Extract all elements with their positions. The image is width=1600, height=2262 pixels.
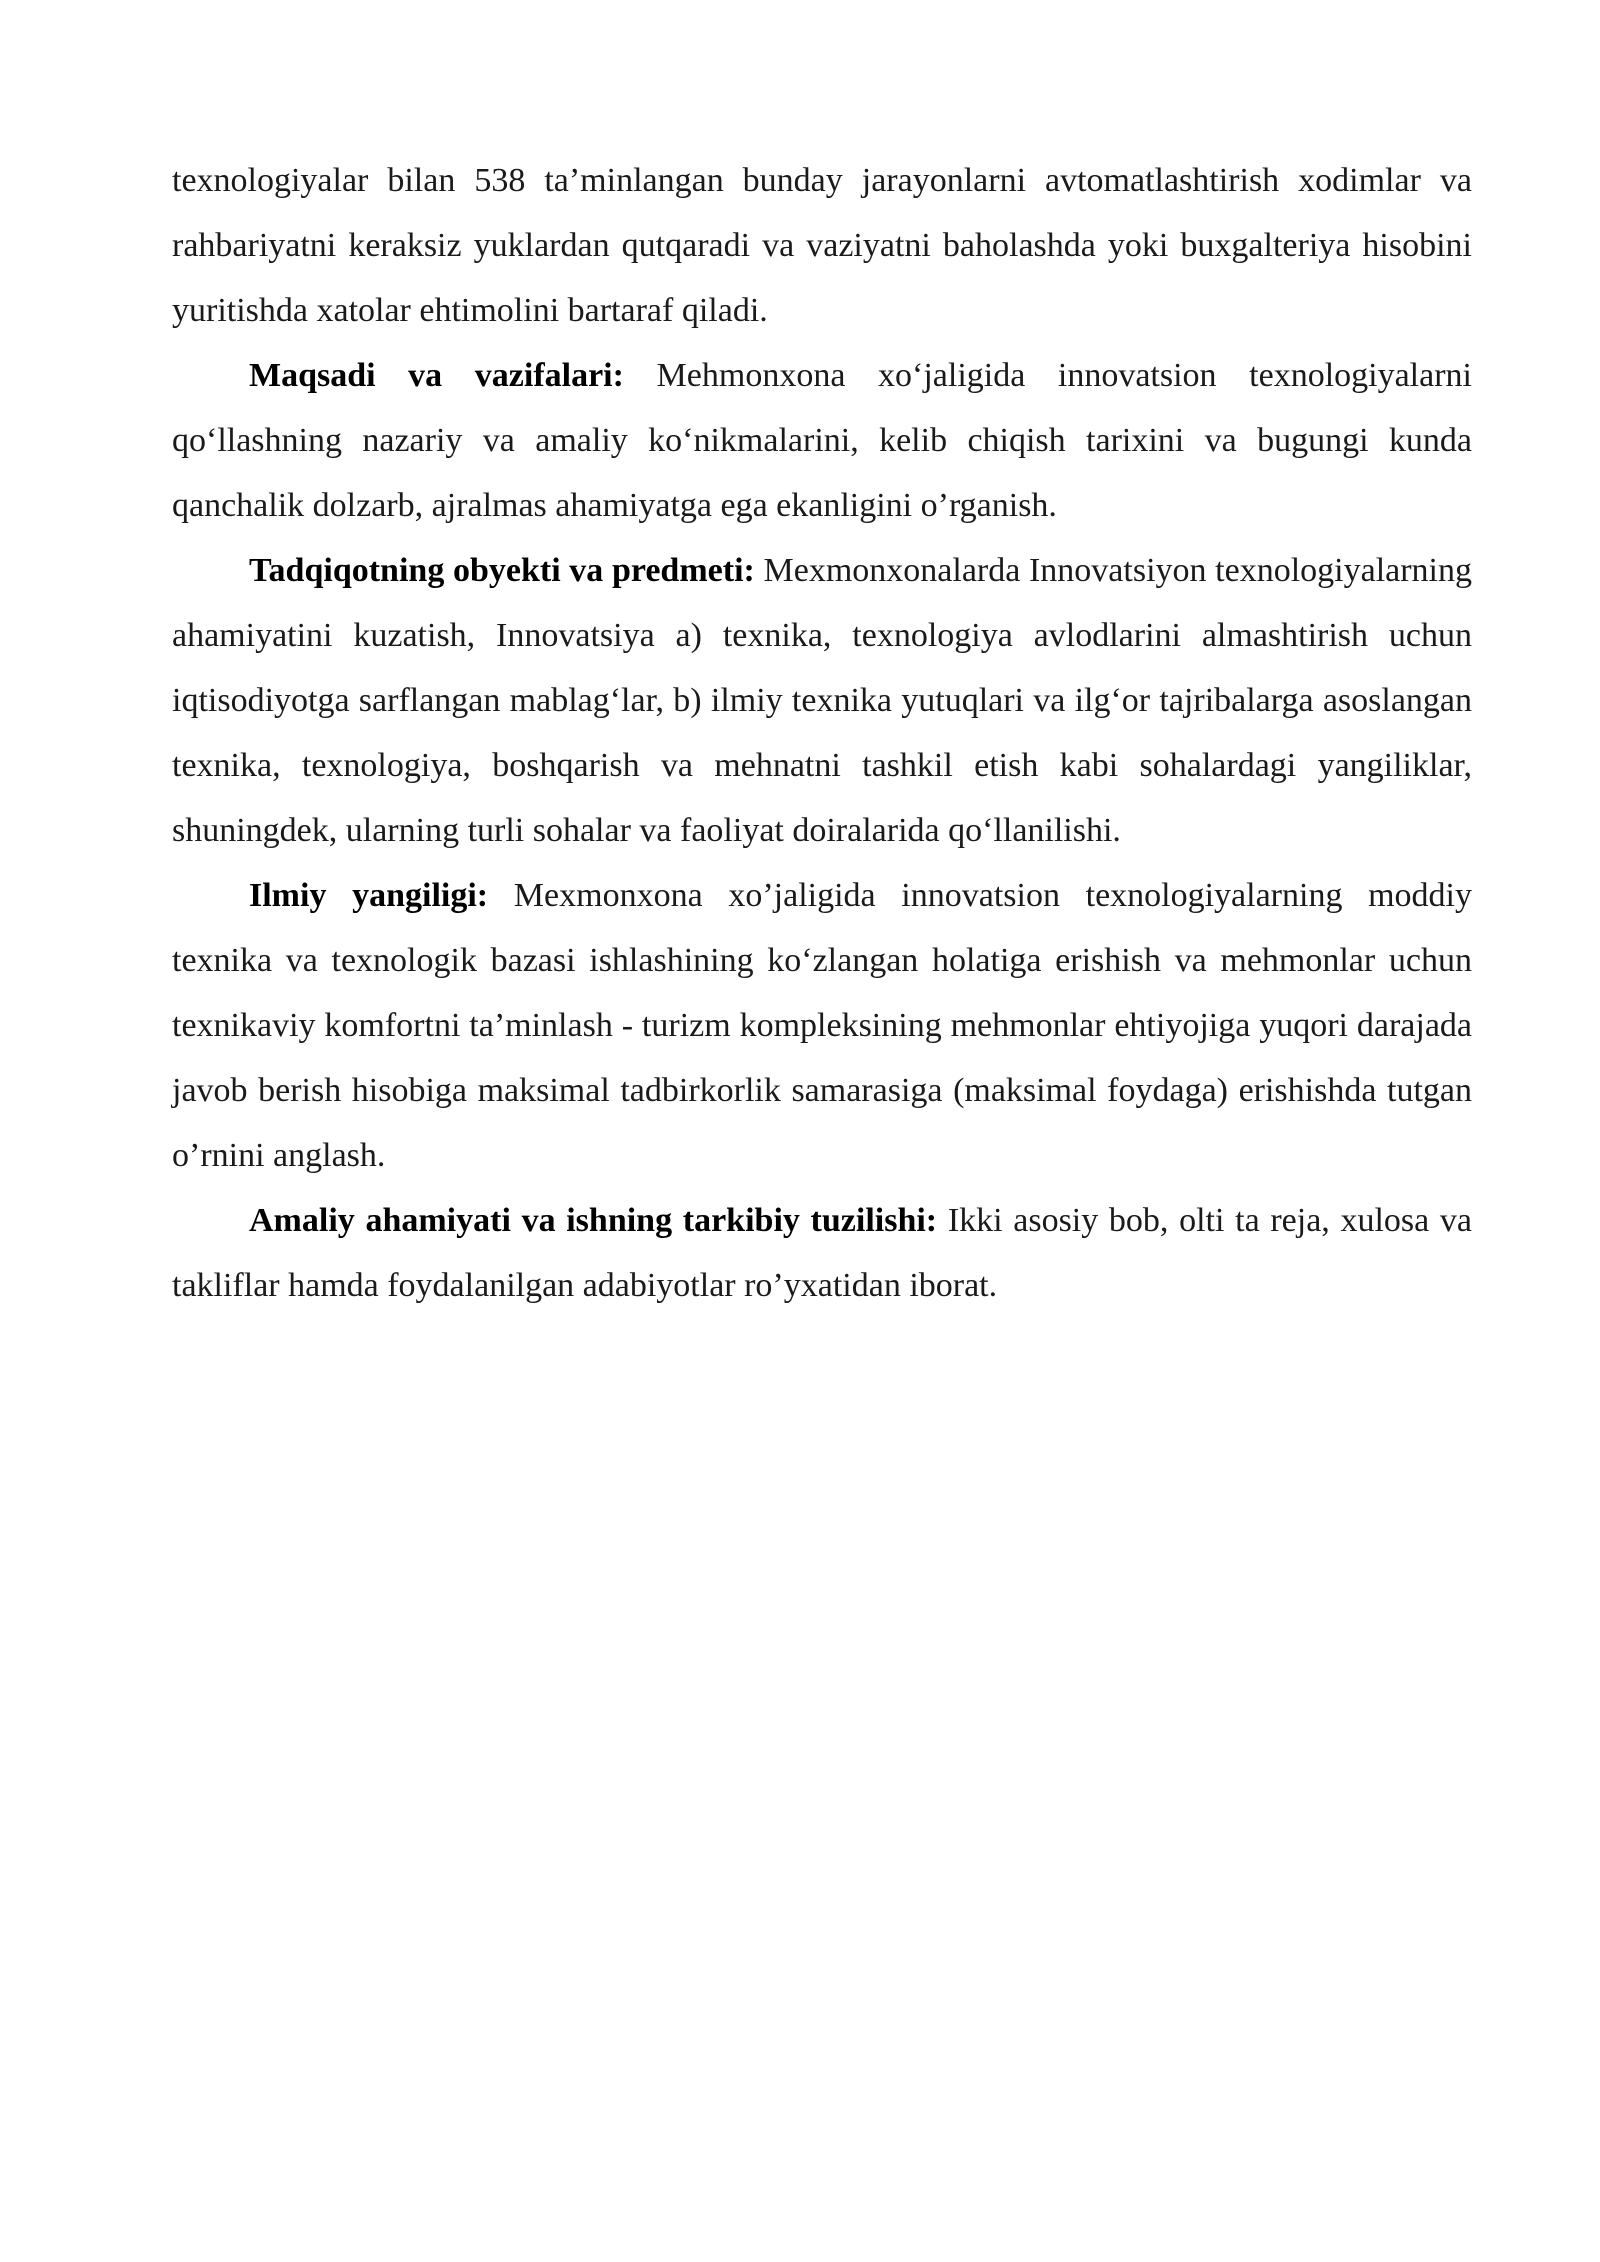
paragraph-heading: Tadqiqotning obyekti va predmeti: bbox=[249, 552, 755, 589]
document-body bbox=[172, 148, 1472, 1318]
paragraph-goals bbox=[172, 343, 1472, 538]
paragraph-scientific-novelty bbox=[172, 863, 1472, 1188]
paragraph-heading: Ilmiy yangiligi: bbox=[249, 877, 489, 914]
paragraph-text: Ikki asosiy bob, olti ta reja, xulosa va takliflar hamda foydalanilgan adabiyotlar ro’yxatidan iborat. bbox=[172, 1202, 1472, 1304]
paragraph-text: Mexmonxonalarda Innovatsiyon texnologiyalarning ahamiyatini kuzatish, Innovatsiya a) texnika, texnologiya avlodlarini almashtirish uchun iqtisodiyotga sarflangan mablag‘lar, b) ilmiy texnika yutuqlari va ilg‘or tajribalarga asoslangan texnika, texnologiya, boshqarish va mehnatni tashkil etish kabi sohalardagi yangiliklar, shuningdek, ularning turli sohalar va faoliyat doiralarida qo‘llanilishi. bbox=[172, 552, 1472, 849]
paragraph-practical-significance bbox=[172, 1188, 1472, 1318]
paragraph-research-object bbox=[172, 538, 1472, 863]
paragraph-heading: Amaliy ahamiyati va ishning tarkibiy tuzilishi: bbox=[249, 1202, 938, 1239]
paragraph-heading: Maqsadi va vazifalari: bbox=[249, 357, 624, 394]
paragraph-text: texnologiyalar bilan 538 ta’minlangan bunday jarayonlarni avtomatlashtirish xodimlar va rahbariyatni keraksiz yuklardan qutqaradi va vaziyatni baholashda yoki buxgalteriya hisobini yuritishda xatolar ehtimolini bartaraf qiladi. bbox=[172, 162, 1472, 329]
paragraph-continuation bbox=[172, 148, 1472, 343]
paragraph-text: Mehmonxona xo‘jaligida innovatsion texnologiyalarni qo‘llashning nazariy va amaliy ko‘nikmalarini, kelib chiqish tarixini va bugungi kunda qanchalik dolzarb, ajralmas ahamiyatga ega ekanligini o’rganish. bbox=[172, 357, 1472, 524]
paragraph-text: Mexmonxona xo’jaligida innovatsion texnologiyalarning moddiy texnika va texnologik bazasi ishlashining ko‘zlangan holatiga erishish va mehmonlar uchun texnikaviy komfortni ta’minlash - turizm kompleksining mehmonlar ehtiyojiga yuqori darajada javob berish hisobiga maksimal tadbirkorlik samarasiga (maksimal foydaga) erishishda tutgan o’rnini anglash. bbox=[172, 877, 1473, 1174]
